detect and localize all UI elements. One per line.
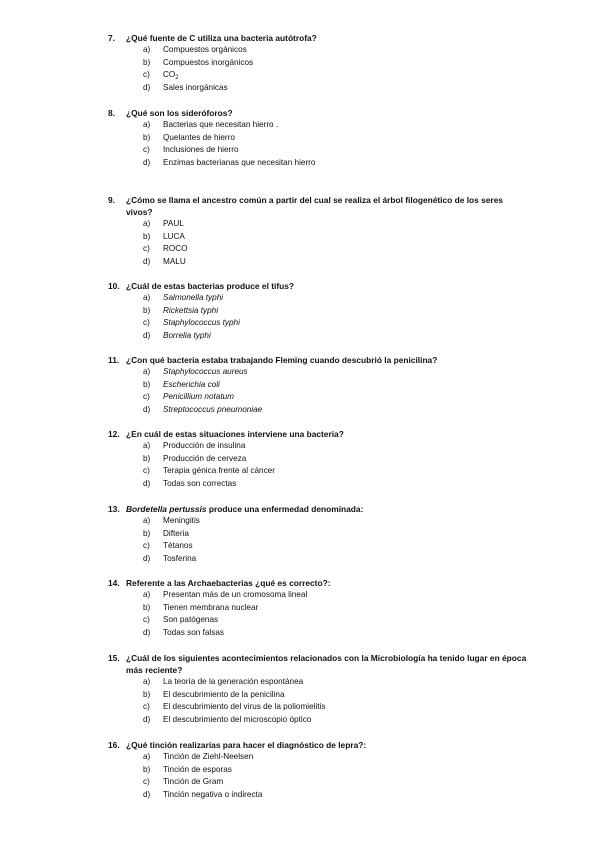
option: a) Meningitis [143,516,200,525]
option: d) Streptococcus pneumoniae [143,404,263,414]
option: a) La teoría de la generación espontánea [143,677,304,686]
question-number: 11. [108,355,120,365]
question-14 [108,577,528,639]
option: c) Tétanos [143,541,193,550]
option: a) Producción de insulina [143,441,246,450]
option: b) Tinción de esporas [143,764,232,774]
option: b) Compuestos inorgánicos [143,57,254,67]
question-12 [108,428,528,490]
option: a) Salmonella typhi [143,293,224,302]
option: b) Tienen membrana nuclear [143,602,259,612]
option: a) Staphylococcus aureus [143,367,248,376]
question-number: 9. [108,195,115,205]
option: a) PAUL [143,219,184,228]
option: a) Bacterias que necesitan hierro . [143,120,279,129]
question-7 [108,32,528,94]
option: a) Presentan más de un cromosoma lineal [143,590,308,599]
option: c) Terapia génica frente al cáncer [143,466,275,475]
option: b) LUCA [143,231,185,241]
question-number: 16. [108,740,120,750]
question-text: ¿Qué son los sideróforos? [126,108,233,118]
question-text: Bordetella pertussis produce una enfermedad denominada: [126,504,364,514]
question-10 [108,280,528,342]
option: c) El descubrimiento del virus de la poliomielitis [143,702,326,711]
question-number: 13. [108,504,120,514]
question-number: 10. [108,281,120,291]
option: d) Todas son correctas [143,478,237,488]
question-number: 14. [108,578,120,588]
option: c) Son patógenas [143,615,219,624]
question-number: 7. [108,33,115,43]
option: d) Tinción negativa o indirecta [143,789,263,799]
option: d) Enzimas bacterianas que necesitan hierro [143,157,316,167]
question-13 [108,503,528,565]
question-text: ¿Qué fuente de C utiliza una bacteria autótrofa? [126,33,317,43]
question-11 [108,354,528,416]
option: b) Escherichia coli [143,379,220,389]
option: d) Borrelia typhi [143,330,211,340]
question-number: 15. [108,653,120,663]
option: d) MALU [143,256,186,266]
option: b) Producción de cerveza [143,453,247,463]
question-text: ¿Cómo se llama el ancestro común a partir del cual se realiza el árbol filogenético de los seres vivos? [126,195,504,217]
option: d) Sales inorgánicas [143,82,228,92]
option: d) Todas son falsas [143,627,224,637]
question-9 [108,194,528,268]
question-text: Referente a las Archaebacterias ¿qué es correcto?: [126,578,331,588]
option: a) Compuestos orgánicos [143,45,247,54]
option: c) Inclusiones de hierro [143,145,239,154]
question-text: ¿Con qué bacteria estaba trabajando Fleming cuando descubrió la penicilina? [126,355,438,365]
option: c) Penicillium notatum [143,392,234,401]
question-text: ¿En cuál de estas situaciones interviene una bacteria? [126,429,344,439]
question-text: ¿Cuál de los siguientes acontecimientos relacionados con la Microbiología ha tenido lugar en época más reciente? [126,653,527,675]
option: d) Tosferina [143,553,197,563]
question-text: ¿Qué tinción realizarías para hacer el diagnóstico de lepra?: [126,740,367,750]
option: b) El descubrimiento de la penicilina [143,689,285,699]
option: c) Tinción de Gram [143,777,224,786]
question-text: ¿Cuál de estas bacterias produce el tifus? [126,281,295,291]
option: a) Tinción de Ziehl-Neelsen [143,752,254,761]
option: b) Rickettsia typhi [143,305,219,315]
question-number: 8. [108,108,115,118]
option: c) Staphylococcus typhi [143,318,240,327]
option: b) Quelantes de hierro [143,132,235,142]
question-number: 12. [108,429,120,439]
option: d) El descubrimiento del microscopio óptico [143,714,312,724]
option: c) ROCO [143,244,188,253]
option: b) Difteria [143,528,189,538]
question-16 [108,739,528,801]
question-15 [108,652,528,726]
question-8 [108,107,528,169]
option: c) $CO_2$ [143,70,179,81]
